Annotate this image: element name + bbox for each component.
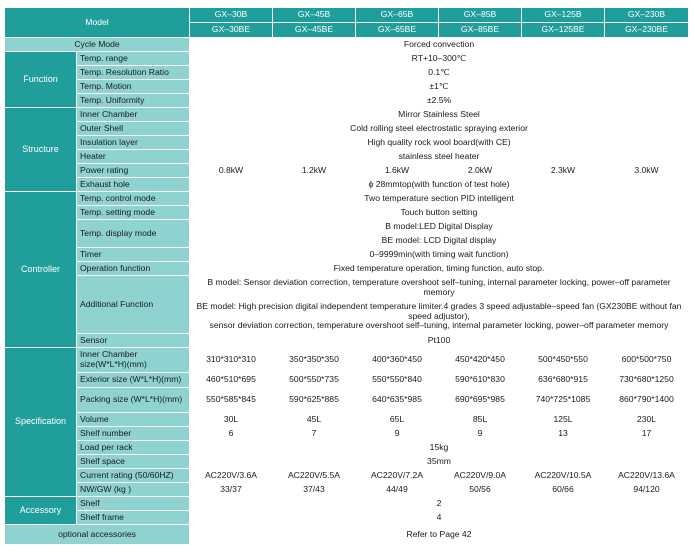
row-label: NW/GW (kg ) <box>77 483 190 497</box>
table-row <box>5 413 689 427</box>
row-value: stainless steel heater <box>190 150 689 164</box>
row-value: ±1℃ <box>190 80 689 94</box>
table-row <box>5 388 689 413</box>
row-label: Temp. display mode <box>77 220 190 248</box>
cell-value: 13 <box>522 427 605 441</box>
model-b: GX–85B <box>439 8 522 23</box>
cell-value: 33/37 <box>190 483 273 497</box>
cell-value: 860*790*1400 <box>605 388 689 413</box>
cell-value: 230L <box>605 413 689 427</box>
optional-value: Refer to Page 42 <box>190 525 689 545</box>
cell-value: 6 <box>190 427 273 441</box>
table-row <box>5 511 689 525</box>
cell-value: 1.2kW <box>273 164 356 178</box>
model-b: GX–45B <box>273 8 356 23</box>
row-label: Operation function <box>77 262 190 276</box>
row-label: Shelf space <box>77 455 190 469</box>
row-label: Inner Chamber <box>77 108 190 122</box>
cell-value: 690*695*985 <box>439 388 522 413</box>
table-row <box>5 525 689 545</box>
row-value: Pt100 <box>190 334 689 348</box>
row-value: RT+10–300℃ <box>190 52 689 66</box>
specification-category: Specification <box>5 348 77 497</box>
row-value: 0.1℃ <box>190 66 689 80</box>
cycle-mode-label: Cycle Mode <box>5 38 190 52</box>
spec-table <box>4 7 689 545</box>
model-header: Model <box>5 8 190 38</box>
row-value <box>190 300 689 334</box>
row-label: Temp. Resolution Ratio <box>77 66 190 80</box>
function-category: Function <box>5 52 77 108</box>
row-value: 15kg <box>190 441 689 455</box>
table-row <box>5 497 689 511</box>
table-row <box>5 94 689 108</box>
row-value: B model:LED Digital Display <box>190 220 689 234</box>
cell-value: AC220V/10.5A <box>522 469 605 483</box>
row-label: Outer Shell <box>77 122 190 136</box>
table-row <box>5 262 689 276</box>
cell-value: 94/120 <box>605 483 689 497</box>
row-value: Touch button setting <box>190 206 689 220</box>
row-label: Temp. setting mode <box>77 206 190 220</box>
row-value: Cold rolling steel electrostatic spraying exterior <box>190 122 689 136</box>
cell-value: 30L <box>190 413 273 427</box>
cell-value: 0.8kW <box>190 164 273 178</box>
row-label: Volume <box>77 413 190 427</box>
cell-value: 500*450*550 <box>522 348 605 373</box>
row-label: Sensor <box>77 334 190 348</box>
row-label: Temp. Uniformity <box>77 94 190 108</box>
row-value: ϕ 28mmtop(with function of test hole) <box>190 178 689 192</box>
row-label: Shelf frame <box>77 511 190 525</box>
cell-value: 37/43 <box>273 483 356 497</box>
cycle-mode-value: Forced convection <box>190 38 689 52</box>
controller-category: Controller <box>5 192 77 348</box>
cell-value: 7 <box>273 427 356 441</box>
model-b: GX–30B <box>190 8 273 23</box>
model-be: GX–30BE <box>190 23 273 38</box>
cell-value: 450*420*450 <box>439 348 522 373</box>
row-label: Packing size (W*L*H)(mm) <box>77 388 190 413</box>
row-label: Exterior size (W*L*H)(mm) <box>77 373 190 388</box>
cell-value: 550*585*845 <box>190 388 273 413</box>
row-value: Mirror Stainless Steel <box>190 108 689 122</box>
cell-value: 350*350*350 <box>273 348 356 373</box>
cell-value: 2.0kW <box>439 164 522 178</box>
table-row <box>5 108 689 122</box>
cell-value: 2.3kW <box>522 164 605 178</box>
accessory-category: Accessory <box>5 497 77 525</box>
row-value: ±2.5% <box>190 94 689 108</box>
table-row <box>5 164 689 178</box>
table-row <box>5 220 689 234</box>
row-label: Exhaust hole <box>77 178 190 192</box>
table-row <box>5 276 689 300</box>
table-row <box>5 427 689 441</box>
model-be: GX–65BE <box>356 23 439 38</box>
row-label: Timer <box>77 248 190 262</box>
table-row <box>5 66 689 80</box>
cell-value: AC220V/9.0A <box>439 469 522 483</box>
cell-value: 17 <box>605 427 689 441</box>
row-label: Insulation layer <box>77 136 190 150</box>
table-row <box>5 38 689 52</box>
cell-value: 65L <box>356 413 439 427</box>
row-label: Shelf <box>77 497 190 511</box>
row-value: B model: Sensor deviation correction, temperature overshoot self–tuning, internal parameter locking, power–off parameter memory <box>190 276 689 300</box>
cell-value: 1.6kW <box>356 164 439 178</box>
model-be: GX–85BE <box>439 23 522 38</box>
structure-category: Structure <box>5 108 77 192</box>
table-row <box>5 483 689 497</box>
table-row <box>5 52 689 66</box>
table-row <box>5 248 689 262</box>
cell-value: 9 <box>356 427 439 441</box>
cell-value: 9 <box>439 427 522 441</box>
row-label: Inner Chamber size(W*L*H)(mm) <box>77 348 190 373</box>
row-value: 35mm <box>190 455 689 469</box>
model-b: GX–230B <box>605 8 689 23</box>
cell-value: 400*360*450 <box>356 348 439 373</box>
cell-value: 60/66 <box>522 483 605 497</box>
model-b: GX–65B <box>356 8 439 23</box>
table-row <box>5 150 689 164</box>
row-value: 0–9999min(with timing wait function) <box>190 248 689 262</box>
cell-value: 636*680*915 <box>522 373 605 388</box>
cell-value: 500*550*735 <box>273 373 356 388</box>
row-value: High quality rock wool board(with CE) <box>190 136 689 150</box>
model-be: GX–45BE <box>273 23 356 38</box>
header-row <box>5 8 689 23</box>
table-row <box>5 455 689 469</box>
table-row <box>5 206 689 220</box>
row-label: Temp. control mode <box>77 192 190 206</box>
table-row <box>5 334 689 348</box>
model-be: GX–230BE <box>605 23 689 38</box>
row-value: 4 <box>190 511 689 525</box>
model-b: GX–125B <box>522 8 605 23</box>
row-label: Additional Function <box>77 276 190 334</box>
cell-value: 590*610*830 <box>439 373 522 388</box>
optional-label: optional accessories <box>5 525 190 545</box>
row-value: BE model: LCD Digital display <box>190 234 689 248</box>
additional-be-text-2: sensor deviation correction, temperature overshoot self–tuning, internal parameter locking, power–off parameter memory <box>209 320 669 331</box>
table-row <box>5 192 689 206</box>
row-label: Heater <box>77 150 190 164</box>
cell-value: AC220V/13.6A <box>605 469 689 483</box>
table-row <box>5 122 689 136</box>
additional-be-text: BE model: High precision digital independent temperature limiter.4 grades 3 speed adjustable–speed fan (GX230BE without fan speed adjustor), <box>196 301 682 321</box>
table-row <box>5 441 689 455</box>
table-row <box>5 373 689 388</box>
row-value: Two temperature section PID intelligent <box>190 192 689 206</box>
model-be: GX–125BE <box>522 23 605 38</box>
row-value: 2 <box>190 497 689 511</box>
row-label: Shelf number <box>77 427 190 441</box>
cell-value: 45L <box>273 413 356 427</box>
row-label: Power rating <box>77 164 190 178</box>
table-row <box>5 136 689 150</box>
row-label: Temp. range <box>77 52 190 66</box>
row-label: Temp. Motion <box>77 80 190 94</box>
row-label: Current rating (50/60HZ) <box>77 469 190 483</box>
cell-value: 740*725*1085 <box>522 388 605 413</box>
cell-value: 44/49 <box>356 483 439 497</box>
cell-value: AC220V/7.2A <box>356 469 439 483</box>
row-label: Load per rack <box>77 441 190 455</box>
row-value: Fixed temperature operation, timing function, auto stop. <box>190 262 689 276</box>
table-row <box>5 80 689 94</box>
cell-value: 600*500*750 <box>605 348 689 373</box>
cell-value: 3.0kW <box>605 164 689 178</box>
cell-value: 590*625*885 <box>273 388 356 413</box>
cell-value: 310*310*310 <box>190 348 273 373</box>
cell-value: 550*550*840 <box>356 373 439 388</box>
table-row <box>5 469 689 483</box>
cell-value: 50/56 <box>439 483 522 497</box>
cell-value: 730*680*1250 <box>605 373 689 388</box>
table-row <box>5 178 689 192</box>
cell-value: 85L <box>439 413 522 427</box>
cell-value: AC220V/3.6A <box>190 469 273 483</box>
cell-value: 460*510*695 <box>190 373 273 388</box>
table-row <box>5 348 689 373</box>
cell-value: 125L <box>522 413 605 427</box>
cell-value: AC220V/5.5A <box>273 469 356 483</box>
cell-value: 640*635*985 <box>356 388 439 413</box>
